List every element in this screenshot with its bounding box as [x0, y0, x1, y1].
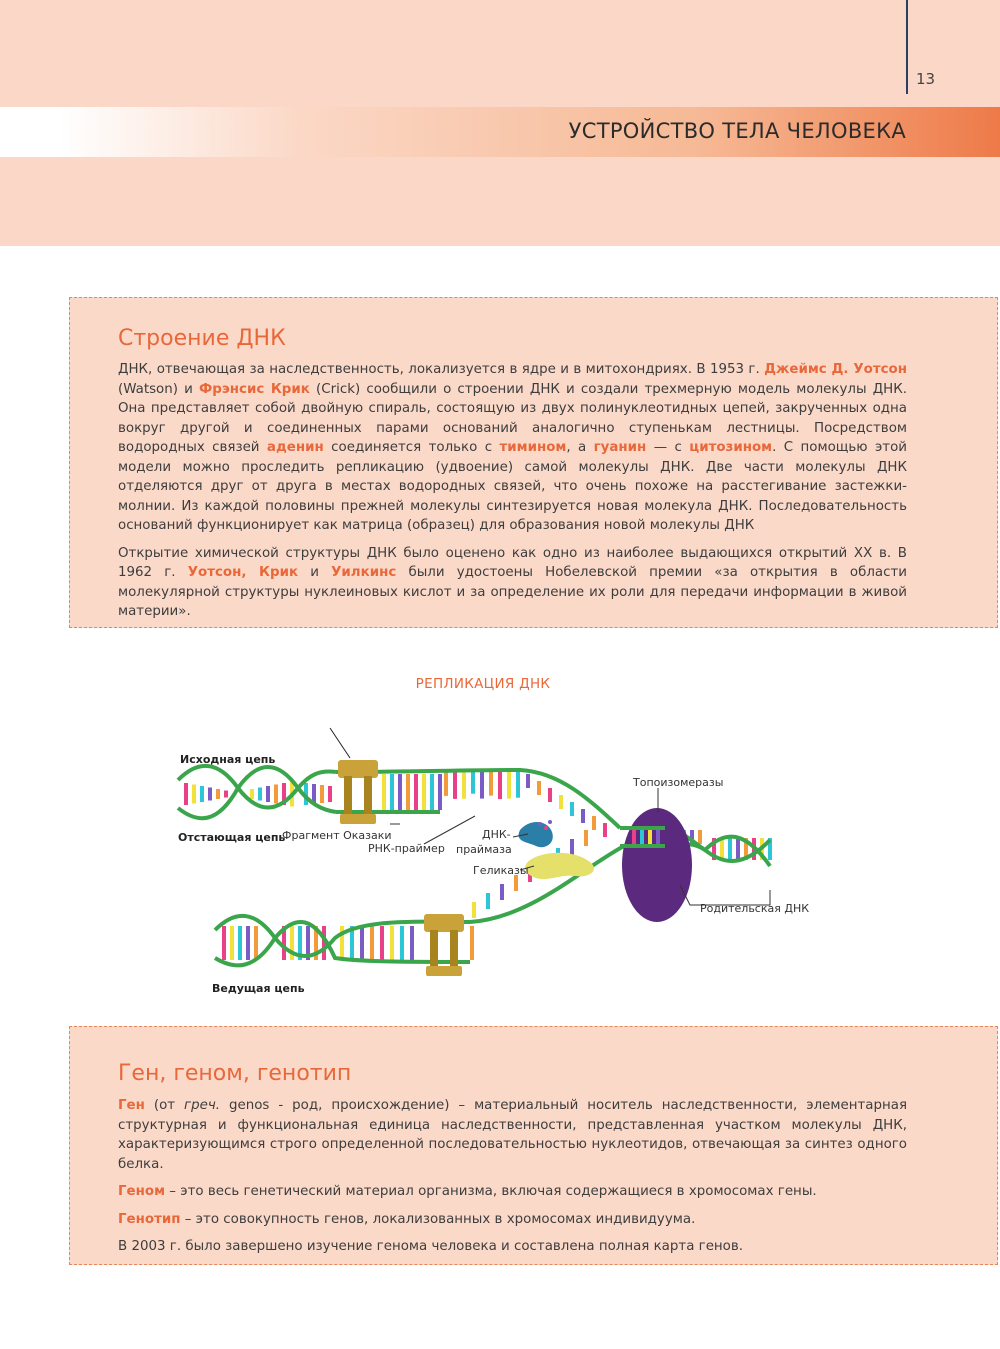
- genes-box: [69, 1026, 998, 1265]
- base-pair: [486, 893, 490, 909]
- label-primase-1: ДНК-: [482, 828, 511, 841]
- base-pair: [498, 772, 502, 799]
- label-okazaki: Фрагмент Оказаки: [282, 829, 392, 842]
- base-pair: [603, 823, 607, 837]
- base-pair: [728, 838, 732, 860]
- base-pair: [390, 926, 394, 960]
- label-rna-primer: РНК-праймер: [368, 842, 445, 855]
- text-run: . С помощью этой модели можно проследить репликацию (удвоение) самой молекулы ДНК. Две части молекулы ДНК отделяются друг от друга в местах водородных связей, что очень похоже на расстегивание застежки-молнии. Из каждой половины прежней молекулы синтезируется новая молекула ДНК. Последовательность оснований функционирует как матрица (образец) для образования новой молекулы ДНК: [118, 440, 907, 533]
- term-genotype: Генотип: [118, 1211, 181, 1227]
- base-pair: [489, 772, 493, 796]
- base-pair: [438, 774, 442, 810]
- text-run: genos - род, происхождение) – материальный носитель наследственности, элементарная структурная и функциональная единица наследственности, представленная участком молекулы ДНК, характеризующимся строго определенной последовательностью нуклеотидов, отвечающая за синтез одного белка.: [118, 1098, 907, 1172]
- diagram-title: РЕПЛИКАЦИЯ ДНК: [415, 676, 551, 692]
- base-pair: [507, 772, 511, 799]
- polymerase-lower: [424, 914, 464, 976]
- base-pair: [570, 802, 574, 816]
- base-pair: [238, 926, 242, 960]
- base-pair: [370, 926, 374, 960]
- base-pair: [526, 774, 530, 788]
- text-run: – это весь генетический материал организма, включая содержащиеся в хромосомах гены.: [165, 1184, 817, 1199]
- base-pair: [328, 786, 332, 802]
- page-divider: [906, 0, 908, 94]
- base-pair: [584, 830, 588, 846]
- text-run: Открытие химической структуры ДНК было оценено как одно из наиболее выдающихся открытий XX в. В 1962 г.: [118, 545, 907, 580]
- text-run: (Crick) сообщили о строении ДНК и создали трехмерную модель молекулы ДНК. Она представляет собой двойную спираль, состоящую из двух полинуклеотидных цепей, закрученных одна вокруг другой и соединенных парами оснований аналогично ступенькам лестницы. Посредством водородных связей: [118, 381, 907, 455]
- term-adenine: аденин: [266, 440, 324, 455]
- base-pair: [570, 839, 574, 855]
- base-pair: [390, 774, 394, 810]
- base-pair: [430, 774, 434, 810]
- base-pair: [398, 774, 402, 810]
- base-pair: [258, 788, 262, 801]
- base-pair: [230, 926, 234, 960]
- term-genome: Геном: [118, 1184, 166, 1199]
- base-pair: [266, 786, 270, 802]
- term-cytosine: цитозином: [689, 440, 773, 455]
- base-pair: [592, 816, 596, 830]
- base-pair: [537, 781, 541, 795]
- helicase-shape: [525, 853, 594, 879]
- text-run: (Watson) и: [118, 381, 199, 397]
- base-pair: [470, 926, 474, 960]
- base-pair: [400, 926, 404, 960]
- base-pair: [548, 788, 552, 802]
- base-pair: [200, 786, 204, 802]
- base-pair: [422, 774, 426, 810]
- base-pair: [320, 785, 324, 803]
- dna-structure-heading: Строение ДНК: [118, 326, 286, 351]
- name-wilkins: Уилкинс: [331, 565, 397, 580]
- base-pair: [246, 926, 250, 960]
- base-pair: [444, 772, 448, 796]
- topoisomerase-shape: [622, 808, 692, 922]
- primase-shape: [519, 820, 553, 847]
- term-thymine: тимином: [499, 440, 567, 455]
- base-pair: [453, 772, 457, 799]
- genes-text: [118, 1096, 907, 1265]
- genome-paragraph: [118, 1182, 907, 1202]
- base-pair: [414, 774, 418, 810]
- dna-structure-paragraph-2: [118, 544, 907, 622]
- base-pair: [406, 774, 410, 810]
- text-run: – это совокупность генов, локализованных в хромосомах индивидуума.: [180, 1211, 696, 1227]
- name-crick: Фрэнсис Крик: [198, 381, 310, 397]
- text-run-italic: греч.: [184, 1098, 220, 1113]
- base-pair: [410, 926, 414, 960]
- dna-structure-paragraph-1: [118, 360, 907, 536]
- label-primase-2: праймаза: [456, 843, 512, 856]
- label-topoisomerases: Топоизомеразы: [633, 776, 724, 789]
- base-pair: [698, 830, 702, 844]
- genes-heading: Ген, геном, генотип: [118, 1061, 352, 1086]
- base-pair: [360, 926, 364, 960]
- base-pair: [250, 789, 254, 799]
- base-pair: [559, 795, 563, 809]
- base-pair: [254, 926, 258, 960]
- text-run: ДНК, отвечающая за наследственность, локализуется в ядре и в митохондриях. В 1953 г.: [118, 362, 765, 377]
- text-run: — с: [646, 440, 690, 455]
- dna-structure-box: [69, 297, 998, 628]
- label-lagging-strand: Отстающая цепь: [178, 831, 286, 844]
- text-run: были удостоены Нобелевской премии «за открытия в области молекулярной структуры нуклеиновых кислот и за определение их роли для передачи информации в живой материи».: [118, 565, 907, 619]
- label-original-strand: Исходная цепь: [180, 753, 276, 766]
- genotype-paragraph: [118, 1210, 907, 1230]
- base-pair: [581, 809, 585, 823]
- dna-replication-diagram: [0, 700, 1000, 1010]
- base-pair: [224, 791, 228, 798]
- gene-paragraph: [118, 1096, 907, 1174]
- label-helicases: Геликазы: [473, 864, 529, 877]
- polymerase-upper: [330, 728, 378, 824]
- base-pair: [720, 838, 724, 860]
- base-pair: [516, 772, 520, 798]
- base-pair: [736, 838, 740, 860]
- base-pair: [208, 788, 212, 801]
- base-pair: [216, 789, 220, 799]
- base-pair: [382, 774, 386, 810]
- base-pair: [462, 772, 466, 799]
- base-pair: [472, 902, 476, 918]
- base-pair: [514, 875, 518, 891]
- base-pair: [471, 772, 475, 794]
- base-pair: [500, 884, 504, 900]
- section-title: УСТРОЙСТВО ТЕЛА ЧЕЛОВЕКА: [568, 119, 906, 143]
- base-pair: [274, 785, 278, 804]
- page-number: 13: [916, 70, 936, 88]
- base-pair: [380, 926, 384, 960]
- genome-2003-paragraph: В 2003 г. было завершено изучение генома человека и составлена полная карта генов.: [118, 1239, 744, 1254]
- names-watson-crick: Уотсон, Крик: [187, 565, 299, 580]
- base-pair: [184, 783, 188, 805]
- label-parent-dna: Родительская ДНК: [700, 902, 810, 915]
- base-pair: [192, 785, 196, 804]
- label-leading-strand: Ведущая цепь: [212, 982, 305, 995]
- base-pair: [222, 926, 226, 960]
- base-pair: [480, 772, 484, 799]
- term-guanine: гуанин: [593, 440, 647, 455]
- text-run: , а: [566, 440, 594, 455]
- name-watson: Джеймс Д. Уотсон: [764, 362, 907, 377]
- term-gene: Ген: [118, 1098, 145, 1113]
- text-run: соединяется только с: [323, 440, 500, 455]
- dna-structure-text: [118, 360, 907, 630]
- text-run: (от: [144, 1098, 185, 1113]
- text-run: и: [298, 565, 332, 580]
